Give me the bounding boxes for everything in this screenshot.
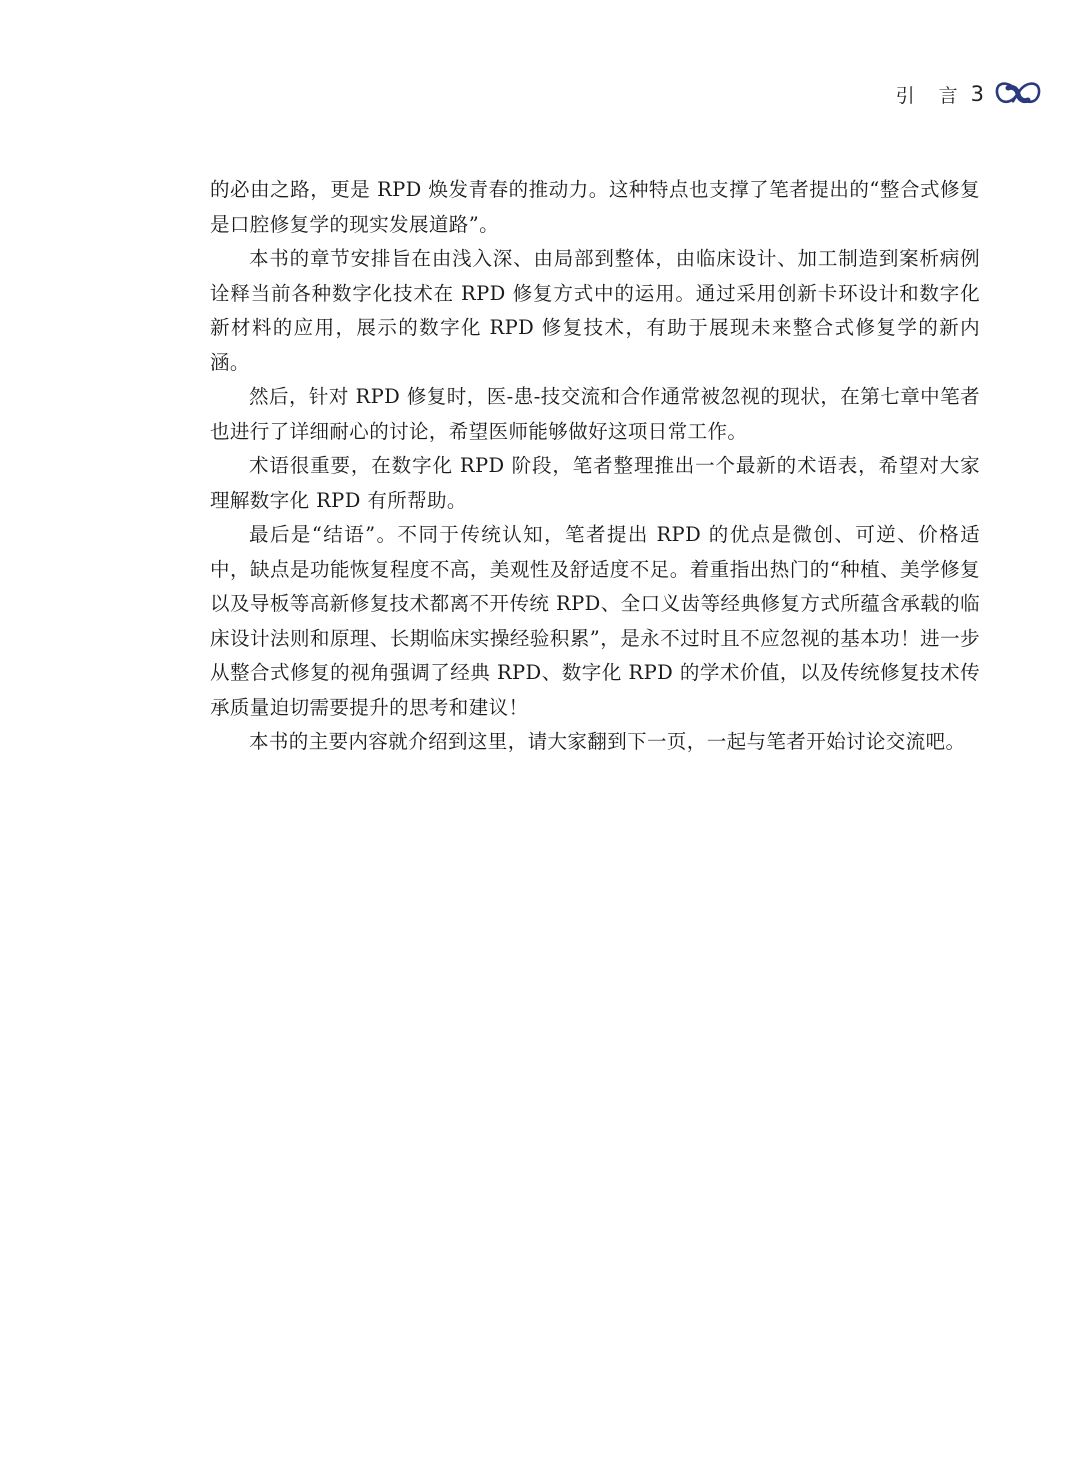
paragraph-6: 本书的主要内容就介绍到这里，请大家翻到下一页，一起与笔者开始讨论交流吧。 bbox=[249, 730, 966, 753]
body-text bbox=[210, 173, 980, 760]
chapter-title: 引 言 bbox=[895, 84, 967, 107]
page-number: 3 bbox=[970, 82, 984, 106]
paragraph-5: 最后是“结语”。不同于传统认知，笔者提出 RPD 的优点是微创、可逆、价格适中，缺点是功能恢复程度不高，美观性及舒适度不足。着重指出热门的“种植、美学修复以及导板等高新修复技术都离不开传统 RPD、全口义齿等经典修复方式所蕴含承载的临床设计法则和原理、长期临床实操经验积累”，是永不过时且不应忽视的基本功！进一步从整合式修复的视角强调了经典 RPD、数字化 RPD 的学术价值，以及传统修复技术传承质量迫切需要提升的思考和建议！ bbox=[210, 523, 980, 719]
running-header bbox=[896, 74, 1042, 114]
paragraph-2: 本书的章节安排旨在由浅入深、由局部到整体，由临床设计、加工制造到案析病例诠释当前各种数字化技术在 RPD 修复方式中的运用。通过采用创新卡环设计和数字化新材料的应用，展示的数字化 RPD 修复技术，有助于展现未来整合式修复学的新内涵。 bbox=[210, 247, 980, 374]
paragraph-1: 的必由之路，更是 RPD 焕发青春的推动力。这种特点也支撑了笔者提出的“整合式修复是口腔修复学的现实发展道路”。 bbox=[210, 178, 980, 236]
tooth-logo-icon bbox=[994, 77, 1042, 111]
paragraph-3: 然后，针对 RPD 修复时，医-患-技交流和合作通常被忽视的现状，在第七章中笔者也进行了详细耐心的讨论，希望医师能够做好这项日常工作。 bbox=[210, 385, 980, 443]
paragraph-4: 术语很重要，在数字化 RPD 阶段，笔者整理推出一个最新的术语表，希望对大家理解数字化 RPD 有所帮助。 bbox=[210, 454, 980, 512]
